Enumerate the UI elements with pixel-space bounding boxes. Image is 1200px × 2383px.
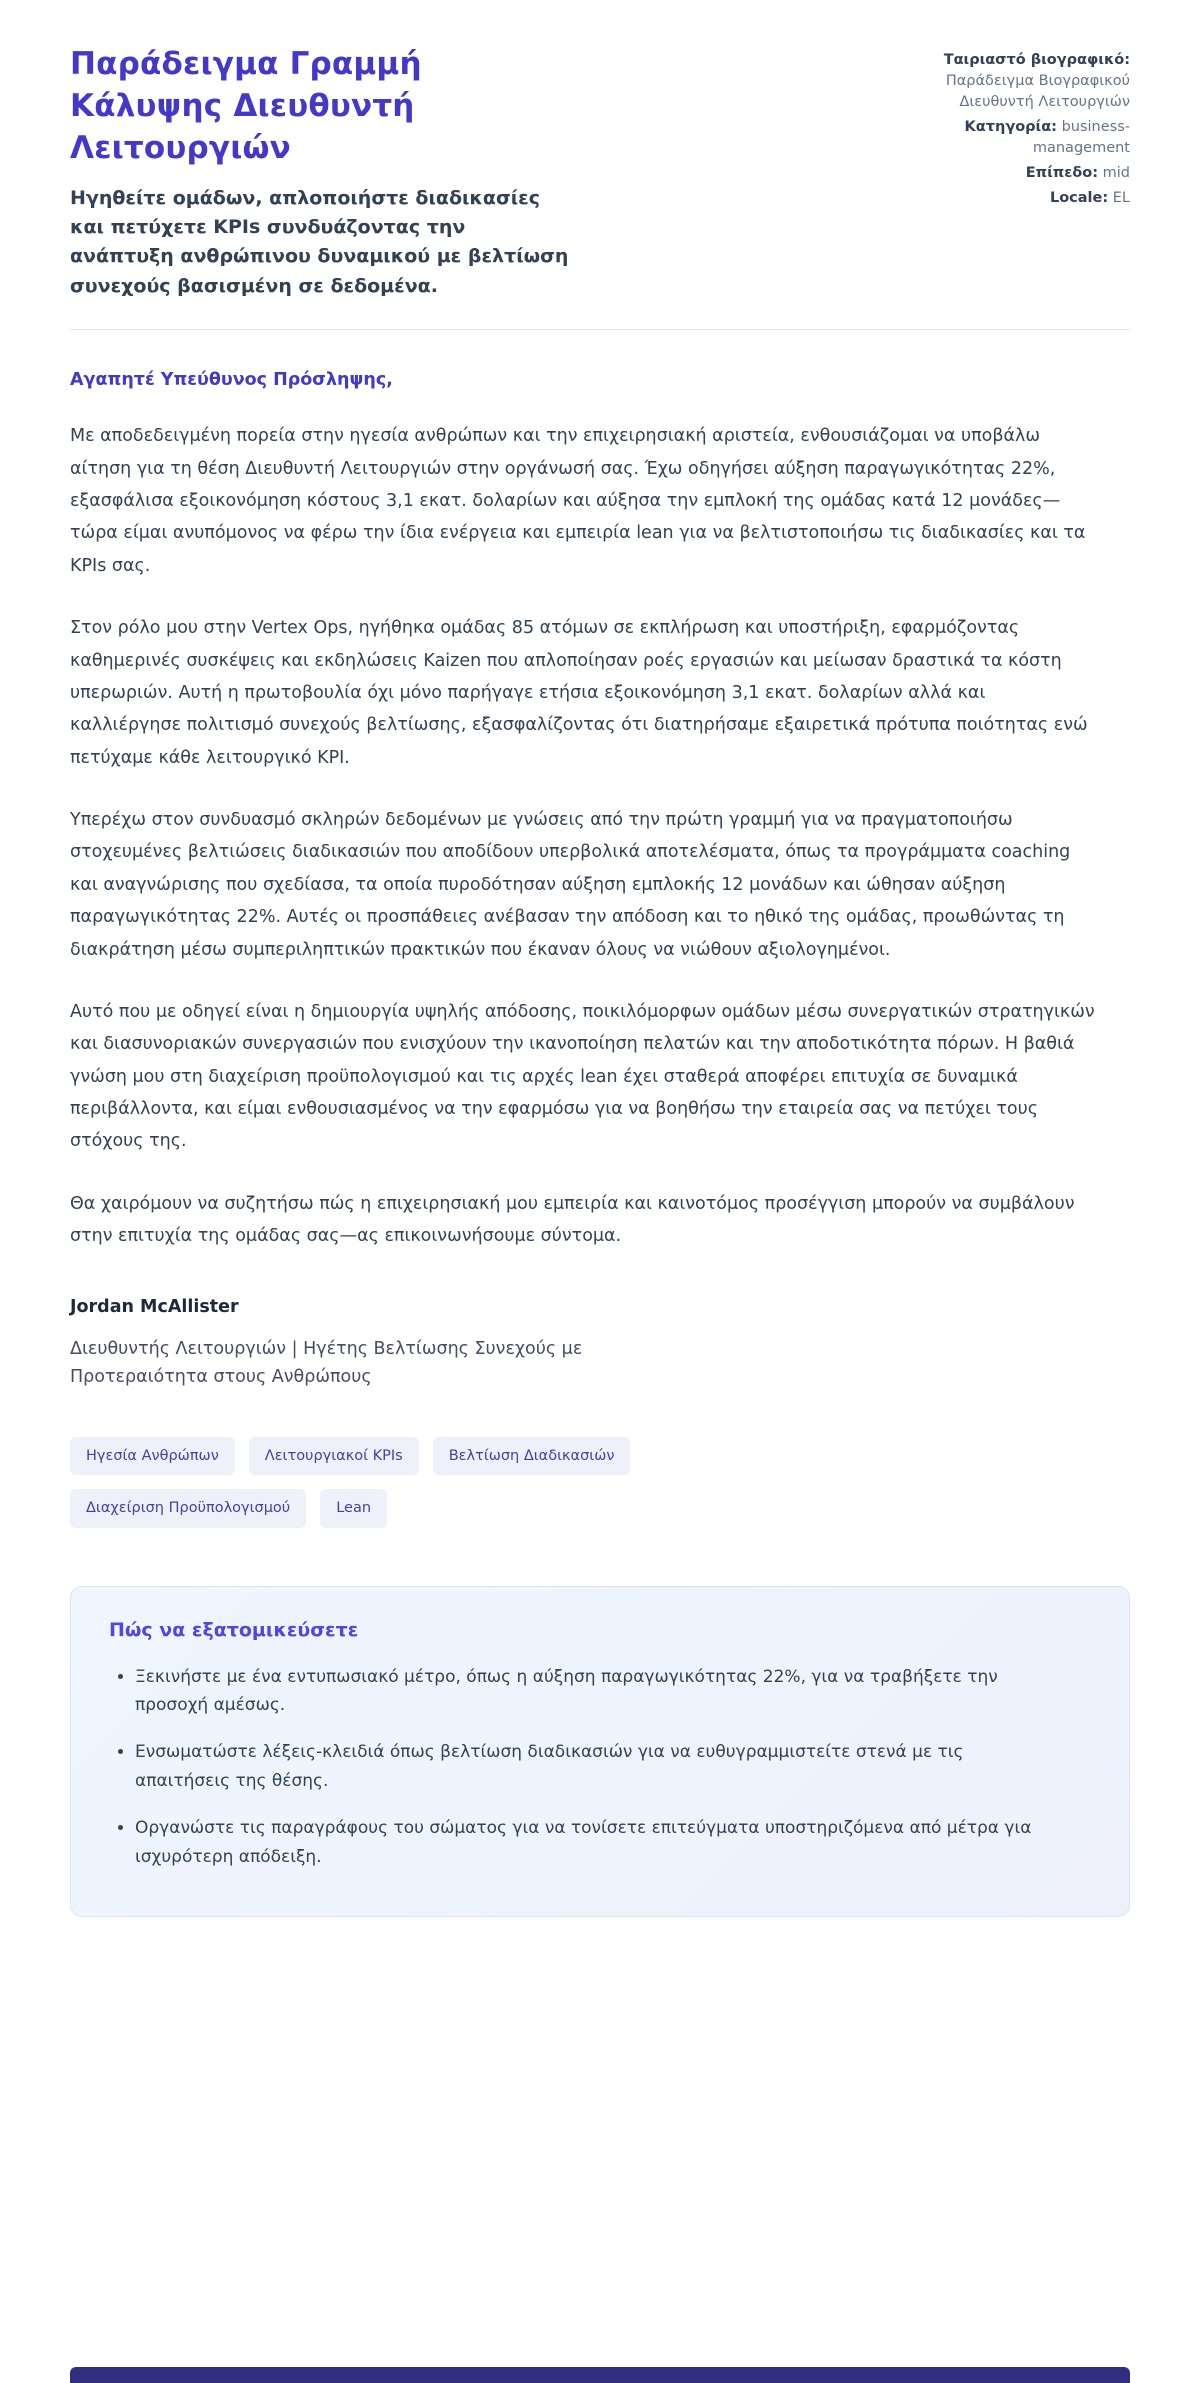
meta-value: mid [1102,165,1130,182]
signature-name: Jordan McAllister [70,1296,239,1317]
signature-role: Διευθυντής Λειτουργιών | Ηγέτης Βελτίωσης Συνεχούς με Προτεραιότητα στους Ανθρώπους [70,1338,583,1387]
meta-level [895,163,1130,184]
letter-paragraph: Στον ρόλο μου στην Vertex Ops, ηγήθηκα ομάδας 85 ατόμων σε εκπλήρωση και υποστήριξη, εφαρμόζοντας καθημερινές συσκέψεις και εκδηλώσεις Kaizen που απλοποίησαν ροές εργασιών και μείωσαν δραστικά τα κόστη υπερωριών. Αυτή η πρωτοβουλία όχι μόνο παρήγαγε ετήσια εξοικονόμηση 3,1 εκατ. δολαρίων αλλά και καλλιέργησε πολιτισμό συνεχούς βελτίωσης, εξασφαλίζοντας ότι διατηρήσαμε εξαιρετικά πρότυπα ποιότητας ενώ πετύχαμε κάθε λειτουργικό KPI. [70,618,1088,768]
meta-value: EL [1112,190,1130,207]
header-title-block [70,44,570,301]
tag-list [70,1437,770,1528]
meta-label: Επίπεδο: [1025,165,1099,182]
tag-chip: Διαχείριση Προϋπολογισμού [70,1489,306,1528]
tag-chip: Lean [320,1489,387,1528]
tips-box [70,1586,1130,1917]
tip-item: • Οργανώστε τις παραγράφους του σώματος για να τονίσετε επιτεύγματα υποστηριζόμενα από μέτρα για ισχυρότερη απόδειξη. [135,1814,1055,1872]
tip-item: • Ενσωματώστε λέξεις-κλειδιά όπως βελτίωση διαδικασιών για να ευθυγραμμιστείτε στενά με τις απαιτήσεις της θέσης. [135,1738,1055,1796]
meta-category [895,117,1130,159]
salutation: Αγαπητέ Υπεύθυνος Πρόσληψης, [70,370,393,391]
tag-chip: Ηγεσία Ανθρώπων [70,1437,235,1476]
letter-paragraph: Υπερέχω στον συνδυασμό σκληρών δεδομένων με γνώσεις από την πρώτη γραμμή για να πραγματοποιήσω στοχευμένες βελτιώσεις διαδικασιών που αποδίδουν υπερβολικά αποτελέσματα, όπως τα προγράμματα coaching και αναγνώρισης που σχεδίασα, τα οποία πυροδότησαν αύξηση εμπλοκής 12 μονάδων και ώθησαν αύξηση παραγωγικότητας 22%. Αυτές οι προσπάθειες ανέβασαν την απόδοση και το ηθικό της ομάδας, προωθώντας τη διακράτηση μέσω συμπεριληπτικών πρακτικών που έκαναν όλους να νιώθουν αξιολογημένοι. [70,810,1071,960]
tips-title: Πώς να εξατομικεύσετε [109,1618,359,1641]
page-subtitle: Ηγηθείτε ομάδων, απλοποιήστε διαδικασίες και πετύχετε KPIs συνδυάζοντας την ανάπτυξη ανθρώπινου δυναμικού με βελτίωση συνεχούς βασισμένη σε δεδομένα. [70,186,569,297]
meta-matching-resume [895,50,1130,113]
meta-label: Κατηγορία: [964,119,1057,136]
meta-value: business-management [1032,119,1130,157]
letter-body [70,370,1130,1390]
tips-list [109,1663,1091,1872]
header [70,44,1130,301]
meta-value: Παράδειγμα Βιογραφικού Διευθυντή Λειτουργιών [945,73,1130,111]
footer-bar [70,2367,1130,2383]
meta-locale [895,188,1130,209]
page-title: Παράδειγμα Γραμμή Κάλυψης Διευθυντή Λειτουργιών [70,46,422,166]
tip-item: • Ξεκινήστε με ένα εντυπωσιακό μέτρο, όπως η αύξηση παραγωγικότητας 22%, για να τραβήξετε την προσοχή αμέσως. [135,1663,1055,1721]
header-divider [70,329,1130,330]
letter-paragraph: Αυτό που με οδηγεί είναι η δημιουργία υψηλής απόδοσης, ποικιλόμορφων ομάδων μέσω συνεργατικών στρατηγικών και διασυνοριακών συνεργασιών που ενισχύουν την ικανοποίηση πελατών και την αποδοτικότητα πόρων. Η βαθιά γνώση μου στη διαχείριση προϋπολογισμού και τις αρχές lean έχει σταθερά αποφέρει επιτυχία σε δυναμικά περιβάλλοντα, και είμαι ενθουσιασμένος να την εφαρμόσω για να βοηθήσω την εταιρεία σας να πετύχει τους στόχους της. [70,1001,1095,1152]
letter-paragraph: Με αποδεδειγμένη πορεία στην ηγεσία ανθρώπων και την επιχειρησιακή αριστεία, ενθουσιάζομαι να υποβάλω αίτηση για τη θέση Διευθυντή Λειτουργιών στην οργάνωσή σας. Έχω οδηγήσει αύξηση παραγωγικότητας 22%, εξασφάλισα εξοικονόμηση κόστους 3,1 εκατ. δολαρίων και αύξησα την εμπλοκή της ομάδας κατά 12 μονάδες—τώρα είμαι ανυπόμονος να φέρω την ίδια ενέργεια και εμπειρία lean για να βελτιστοποιήσω τις διαδικασίες και τα KPIs σας. [70,426,1086,576]
meta-label: Locale: [1049,190,1109,207]
tag-chip: Βελτίωση Διαδικασιών [433,1437,631,1476]
header-meta [895,44,1130,213]
meta-label: Ταιριαστό βιογραφικό: [943,52,1130,68]
tag-chip: Λειτουργιακοί KPIs [249,1437,419,1476]
letter-paragraph: Θα χαιρόμουν να συζητήσω πώς η επιχειρησιακή μου εμπειρία και καινοτόμος προσέγγιση μπορούν να συμβάλουν στην επιτυχία της ομάδας σας—ας επικοινωνήσουμε σύντομα. [70,1193,1075,1247]
